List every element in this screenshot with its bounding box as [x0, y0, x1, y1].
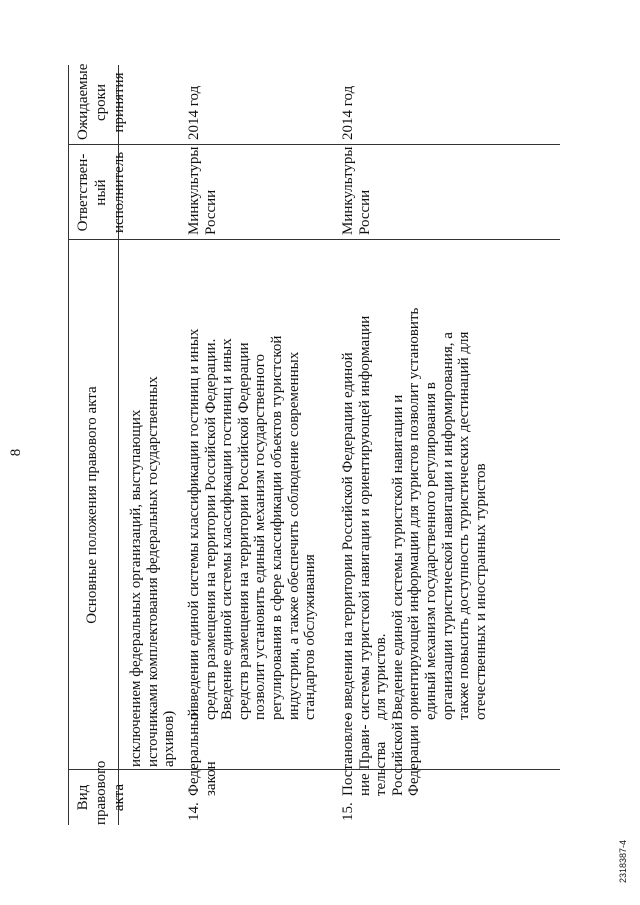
- column-divider: [68, 769, 560, 770]
- header-responsible: Ответствен- ный исполнитель: [75, 151, 127, 234]
- row-deadline: 2014 год: [186, 85, 202, 140]
- continuation-text: исключением федеральных организаций, выступающих источниками комплектования федеральных государственных архивов): [128, 376, 178, 767]
- page-number: 8: [8, 448, 24, 457]
- row-number: 15.: [340, 802, 356, 821]
- row-number: 14.: [186, 802, 202, 821]
- row-responsible: Минкультуры России: [340, 146, 373, 235]
- header-deadline: Ожидаемые сроки принятия: [75, 63, 127, 140]
- table-top-border: [68, 65, 69, 825]
- column-divider: [68, 144, 560, 145]
- header-type: Вид правового акта: [75, 760, 127, 825]
- row-responsible: Минкультуры России: [186, 146, 219, 235]
- row-type: Постановле- ние Прави- тельства Российской Федерации: [340, 715, 423, 796]
- document-id: 2318387-4: [618, 839, 628, 883]
- row-type: Федеральный закон: [186, 708, 219, 796]
- row-provisions: о введении единой системы классификации гостиниц и иных средств размещения на территории Российской Федерации. Введение единой системы классификации гостиниц и иных средств размещения на территории Российской Федерации позволит установить единый механизм государственного регулирования в сфере классификации объектов туристской индустрии, а также обеспечить соблюдение современных стандартов обслуживания: [186, 328, 319, 720]
- header-provisions: Основные положения правового акта: [84, 386, 100, 624]
- row-provisions: о введении на территории Российской Федерации единой системы туристской навигации и ориентирующей информации для туристов. Введение единой системы туристской навигации и ориентирующей информации для туристов позволит установить единый механизм государственного регулирования в организации туристической навигации и информирования, а также повысить доступность туристических дестинаций для отечественных и иностранных туристов: [340, 307, 489, 720]
- row-deadline: 2014 год: [340, 85, 356, 140]
